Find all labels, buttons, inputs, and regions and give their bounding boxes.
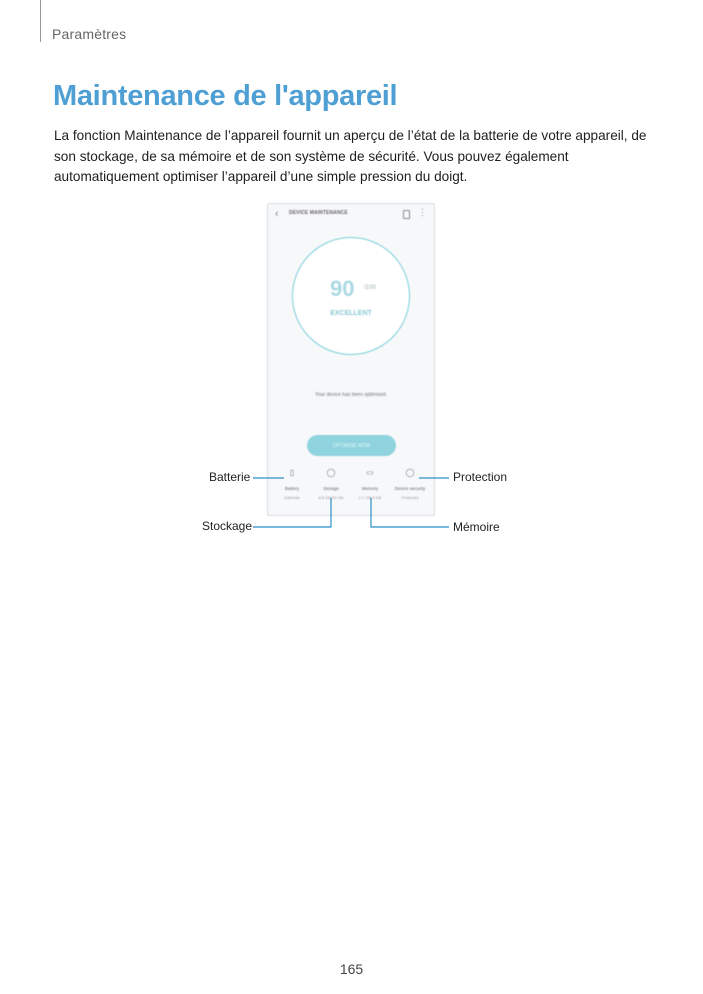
category-name: Battery <box>284 486 300 491</box>
storage-callout-label: Stockage <box>202 519 253 533</box>
category-detail: 2.1 GB/3 GB <box>358 495 382 500</box>
memory-callout-label: Mémoire <box>453 520 500 534</box>
back-arrow-icon: ‹ <box>275 208 279 220</box>
section-header: Paramètres <box>52 26 127 42</box>
memory-callout-line <box>371 498 449 527</box>
battery-icon: ▯ <box>289 468 295 477</box>
score-value: 90 <box>330 276 355 301</box>
protection-callout-label: Protection <box>453 470 508 484</box>
optimise-now-button: OPTIMISE NOW <box>307 435 396 456</box>
category-name: Memory <box>361 486 379 491</box>
page-title: Maintenance de l'appareil <box>53 80 398 112</box>
battery-callout-label: Batterie <box>209 470 251 484</box>
score-status: EXCELLENT <box>330 310 372 317</box>
category-detail: Protected <box>401 495 419 500</box>
storage-callout-line <box>253 498 331 527</box>
storage-icon: ◯ <box>326 468 336 477</box>
more-options-icon: ⋮ <box>418 207 427 217</box>
intro-paragraph: La fonction Maintenance de l’appareil fournit un aperçu de l’état de la batterie de votre appareil, de son stockage, de sa mémoire et de son système de sécurité. Vous pouvez également automatiquement optimiser l’appareil d’une simple pression du doigt. <box>54 128 647 184</box>
screen-title: DEVICE MAINTENANCE <box>289 210 348 216</box>
category-name: Storage <box>323 486 339 491</box>
memory-icon: ▭ <box>366 468 374 477</box>
score-unit: /100 <box>364 285 376 291</box>
category-name: Device security <box>394 486 426 491</box>
category-detail: 8.8 GB/32 GB <box>318 495 344 500</box>
page-number: 165 <box>339 961 364 977</box>
optimised-message: Your device has been optimised. <box>314 392 388 398</box>
shield-icon: ◯ <box>405 468 415 477</box>
category-detail: Estimate <box>284 495 300 500</box>
